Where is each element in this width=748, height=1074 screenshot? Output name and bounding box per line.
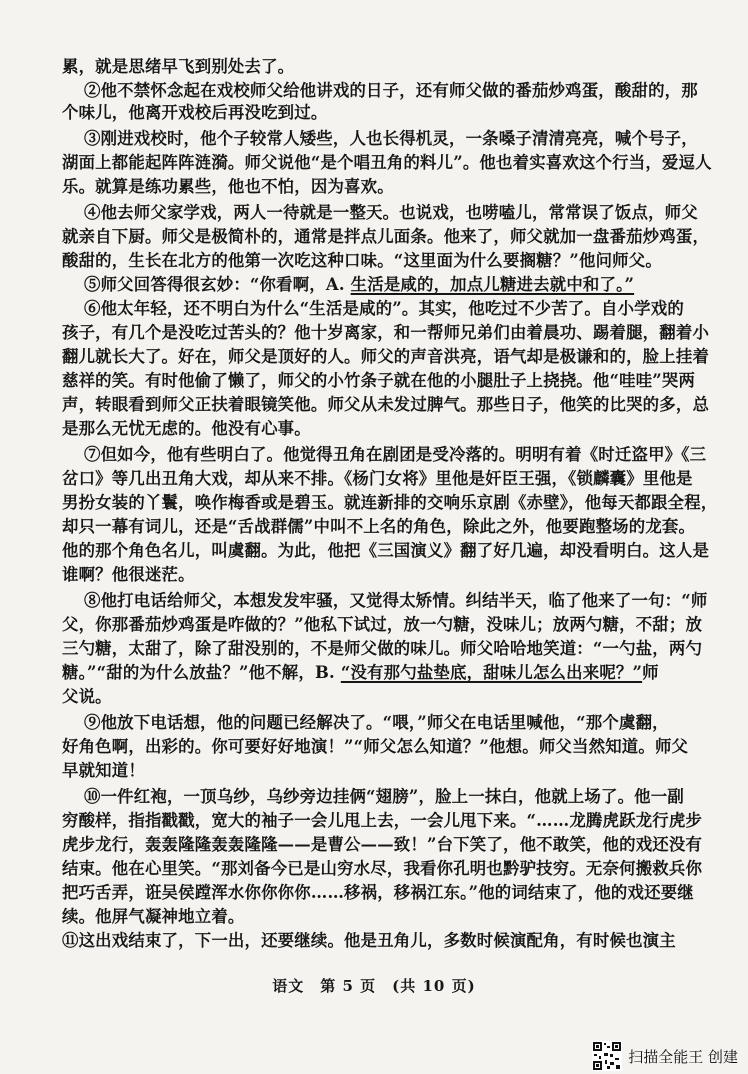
text-segment: 师 bbox=[642, 663, 659, 682]
text-line: ⑩一件红袍，一顶乌纱，乌纱旁边挂俩“翅膀”，脸上一抹白，他就上场了。他一副 bbox=[84, 787, 684, 806]
text-line: ②他不禁怀念起在戏校师父给他讲戏的日子，还有师父做的番茄炒鸡蛋，酸甜的，那 bbox=[84, 81, 698, 100]
text-line: 早就知道！ bbox=[62, 761, 145, 780]
text-line: ④他去师父家学戏，两人一待就是一整天。也说戏，也唠嗑儿，常常误了饭点，师父 bbox=[84, 203, 698, 222]
text-line: ⑥他太年轻，还不明白为什么“生活是咸的”。其实，他吃过不少苦了。自小学戏的 bbox=[84, 299, 684, 318]
text-line: 声，转眼看到师父正扶着眼镜笑他。师父从未发过脾气。那些日子，他笑的比哭的多，总 bbox=[62, 395, 710, 414]
text-line: ⑪这出戏结束了，下一出，还要继续。他是丑角儿，多数时候演配角，有时候也演主 bbox=[62, 931, 676, 950]
qr-code-icon bbox=[592, 1041, 622, 1071]
text-line: 虎步龙行，轰轰隆隆轰轰隆隆——是曹公——致！”台下笑了，他不敢笑，他的戏还没有 bbox=[62, 835, 703, 854]
text-line: 湖面上都能起阵阵涟漪。师父说他“是个唱丑角的料儿”。他也着实喜欢这个行当，爱逗人 bbox=[62, 153, 712, 172]
text-line: 三勺糖，太甜了，除了甜没别的，不是师父做的味儿。师父哈哈地笑道：“一勺盐，两勺 bbox=[62, 639, 703, 658]
text-line: 结束。他在心里笑。“那刘备今已是山穷水尽，我看你孔明也黔驴技穷。无奈何搬救兵你 bbox=[62, 859, 703, 878]
text-line: 是那么无忧无虑的。他没有心事。 bbox=[62, 419, 311, 438]
text-line: 把巧舌弄，诳吴侯蹚浑水你你你你……移祸，移祸江东。”他的词结束了，他的戏还要继 bbox=[62, 883, 694, 902]
page-footer: 语文 第 5 页 (共 10 页) bbox=[272, 977, 476, 995]
text-line: 就亲自下厨。师父是极简朴的，通常是拌点儿面条。他来了，师父就加一盘番茄炒鸡蛋， bbox=[62, 227, 710, 246]
text-segment: 糖。”“甜的为什么放盐？”他不解，B. bbox=[62, 663, 341, 682]
text-line: 翻儿就长大了。好在，师父是顶好的人。师父的声音洪亮，语气却是极谦和的，脸上挂着 bbox=[62, 347, 710, 366]
text-line: 酸甜的，生长在北方的他第一次吃这种口味。“这里面为什么要搁糖？”他问师父。 bbox=[62, 251, 662, 270]
watermark-text: 扫描全能王 创建 bbox=[628, 1047, 738, 1066]
text-line: ⑧他打电话给师父，本想发发牢骚，又觉得太矫情。纠结半天，临了他来了一句：“师 bbox=[84, 591, 708, 610]
text-line: 父说。 bbox=[62, 687, 112, 706]
text-line bbox=[62, 662, 702, 684]
text-line: ⑦但如今，他有些明白了。他觉得丑角在剧团是受冷落的。明明有着《时迁盗甲》《三 bbox=[84, 445, 707, 464]
text-line: ⑨他放下电话想，他的问题已经解决了。“喂，”师父在电话里喊他，“那个虞翻， bbox=[84, 713, 669, 732]
text-segment: ⑤师父回答得很玄妙：“你看啊，A. bbox=[84, 275, 351, 294]
text-line: 慈祥的笑。有时他偷了懒了，师父的小竹条子就在他的小腿肚子上挠挠。他“哇哇”哭两 bbox=[62, 371, 696, 390]
text-line: 乐。就算是练功累些，他也不怕，因为喜欢。 bbox=[62, 177, 394, 196]
text-line: 父，你那番茄炒鸡蛋是咋做的？”他私下试过，放一勺糖，没味儿；放两勺糖，不甜；放 bbox=[62, 615, 703, 634]
text-line: 岔口》等几出丑角大戏，却从来不排。《杨门女将》里他是奸臣王强，《锁麟囊》里他是 bbox=[62, 469, 693, 488]
scanner-watermark bbox=[592, 1041, 738, 1071]
text-line: 却只一幕有词儿，还是“舌战群儒”中叫不上名的角色，除此之外，他要跑整场的龙套。 bbox=[62, 517, 696, 536]
underlined-sentence-a: 生活是咸的，加点儿糖进去就中和了。” bbox=[350, 275, 635, 294]
text-line: 个味儿，他离开戏校后再没吃到过。 bbox=[62, 103, 328, 122]
text-line: ③刚进戏校时，他个子较常人矮些，人也长得机灵，一条嗓子清清亮亮，喊个号子， bbox=[84, 129, 698, 148]
text-line: 续。他屏气凝神地立着。 bbox=[62, 907, 245, 926]
text-line: 谁啊？他很迷茫。 bbox=[62, 565, 195, 584]
text-line: 好角色啊，出彩的。你可要好好地演！”“师父怎么知道？”他想。师父当然知道。师父 bbox=[62, 737, 689, 756]
text-line: 孩子，有几个是没吃过苦头的？他十岁离家，和一帮师兄弟们由着晨功、踢着腿，翻着小 bbox=[62, 323, 710, 342]
text-line: 他的那个角色名儿，叫虞翻。为此，他把《三国演义》翻了好几遍，却没看明白。这人是 bbox=[62, 541, 710, 560]
underlined-sentence-b: “没有那勺盐垫底，甜味儿怎么出来呢？” bbox=[340, 663, 643, 682]
text-line: 累，就是思绪早飞到别处去了。 bbox=[62, 57, 295, 76]
text-line: 穷酸样，指指戳戳，宽大的袖子一会儿甩上去，一会儿甩下来。“……龙腾虎跃龙行虎步 bbox=[62, 811, 703, 830]
text-line: 男扮女装的丫鬟，唤作梅香或是碧玉。就连新排的交响乐京剧《赤壁》，他每天都跟全程， bbox=[62, 493, 718, 512]
text-line bbox=[84, 274, 702, 296]
